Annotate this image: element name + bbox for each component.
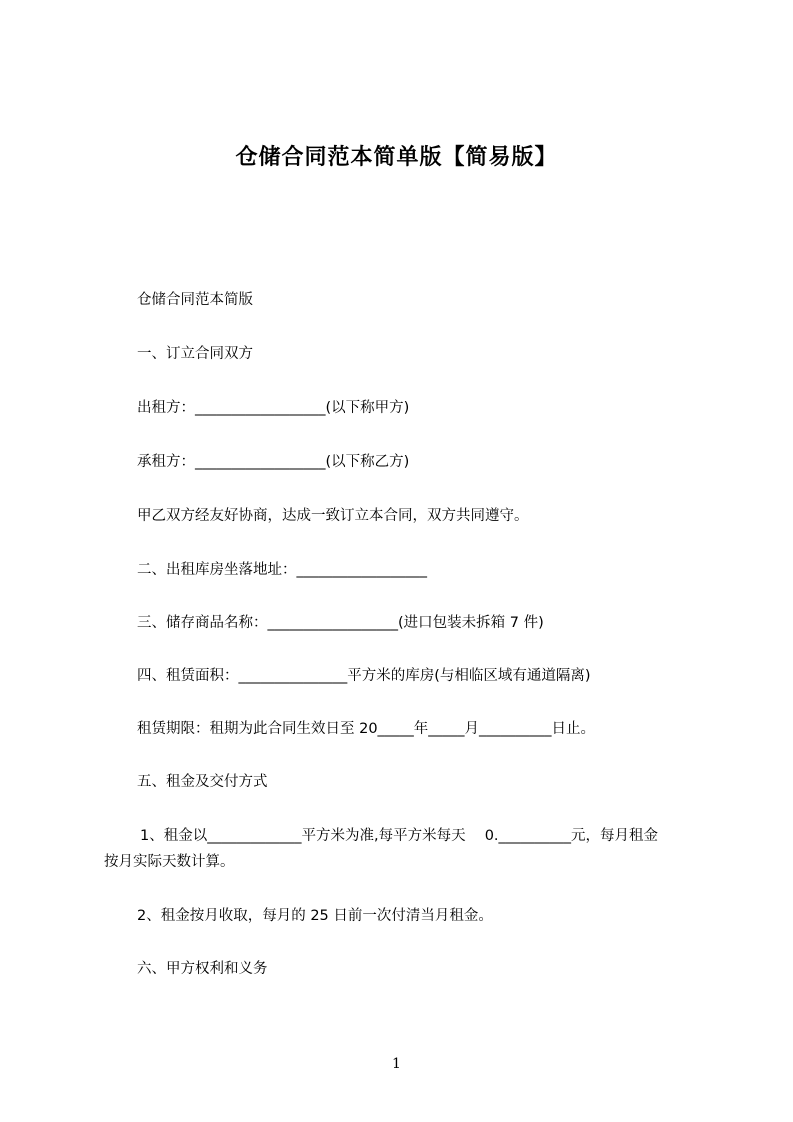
section-heading-rent: 五、租金及交付方式 <box>137 774 268 790</box>
document-title: 仓储合同范本简单版【简易版】 <box>235 145 558 170</box>
page-number: 1 <box>392 1056 401 1072</box>
section-heading-parties: 一、订立合同双方 <box>137 346 253 362</box>
section-heading-area: 四、租赁面积：_______________平方米的库房(与相临区域有通道隔离) <box>137 668 591 684</box>
section-heading-address: 二、出租库房坐落地址：__________________ <box>137 562 427 578</box>
section-heading-goods: 三、储存商品名称：__________________(进口包装未拆箱 7 件) <box>137 615 544 631</box>
section-heading-lessor-rights: 六、甲方权利和义务 <box>137 961 268 977</box>
document-subtitle: 仓储合同范本简版 <box>137 292 253 308</box>
lessee-line: 承租方：__________________(以下称乙方) <box>137 454 410 470</box>
lease-term-line: 租赁期限：租期为此合同生效日至 20_____年_____月__________日止。 <box>137 721 596 737</box>
agreement-paragraph: 甲乙双方经友好协商，达成一致订立本合同，双方共同遵守。 <box>137 508 529 524</box>
rent-clause-2: 2、租金按月收取，每月的 25 日前一次付清当月租金。 <box>137 908 493 924</box>
rent-clause-1-line-2: 按月实际天数计算。 <box>104 854 235 870</box>
lessor-line: 出租方：__________________(以下称甲方) <box>137 400 410 416</box>
rent-clause-1-line-1: 1、租金以_____________平方米为准,每平方米每天 0.__________元，每月租金 <box>140 828 659 844</box>
